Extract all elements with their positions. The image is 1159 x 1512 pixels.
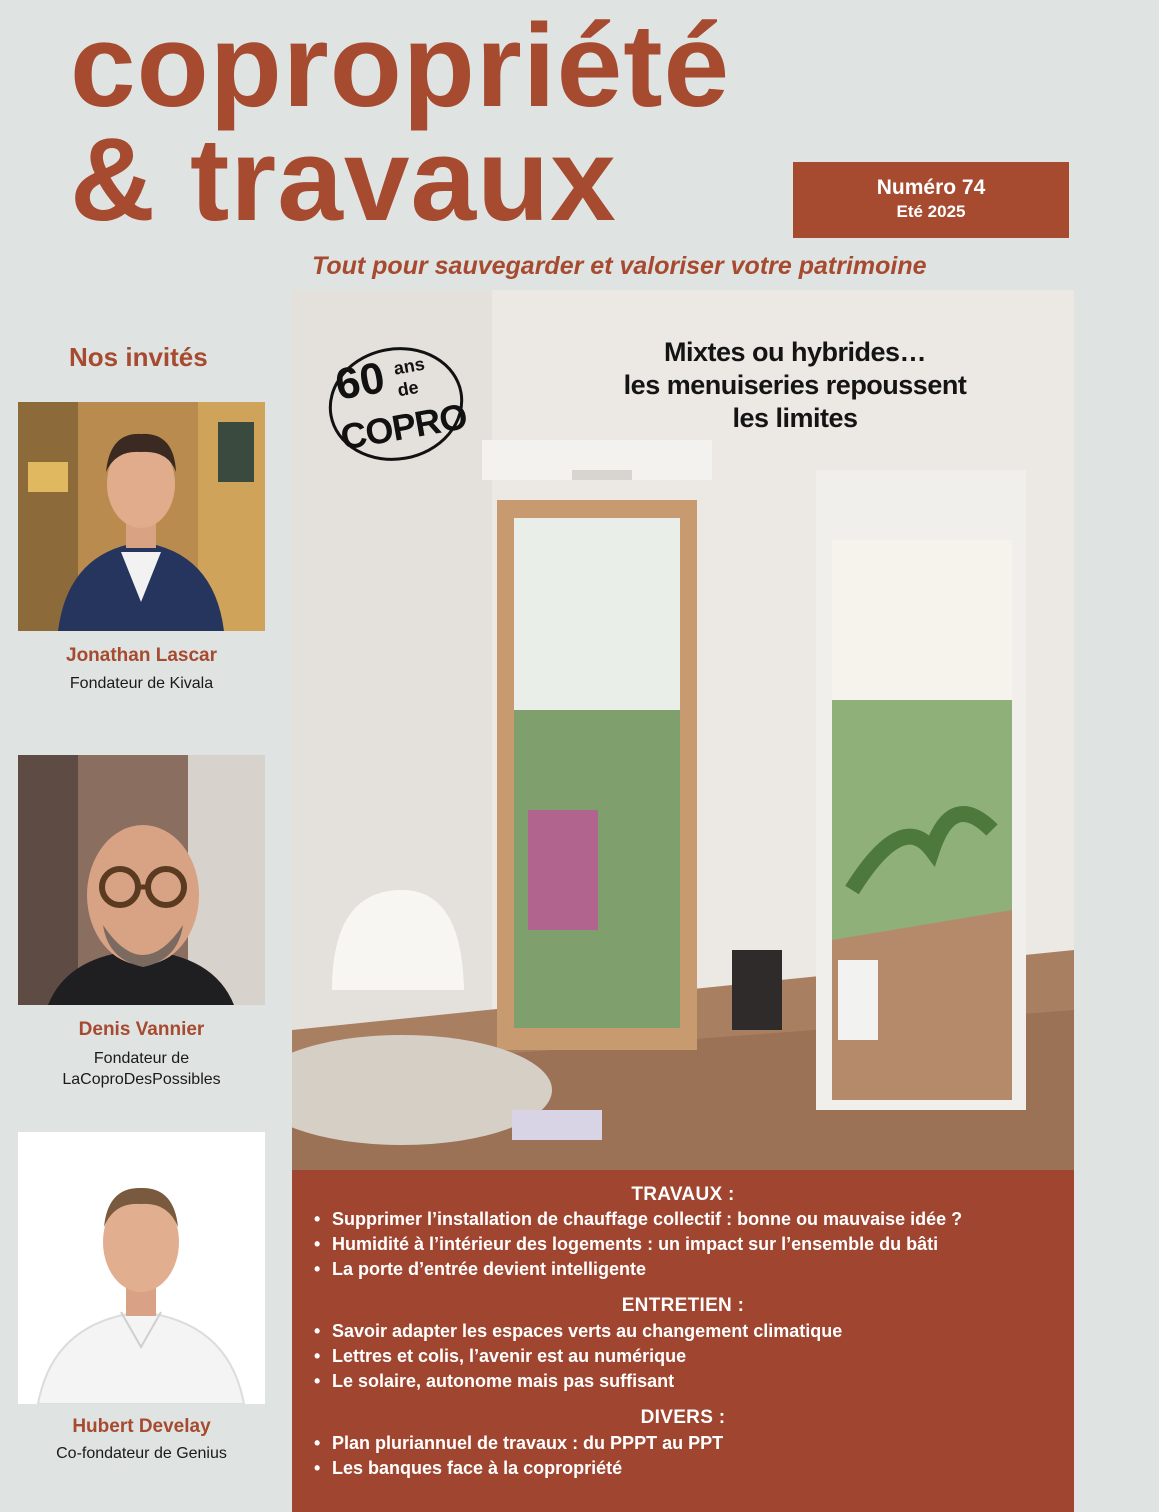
list-item bbox=[314, 1234, 1064, 1255]
bullet: • bbox=[314, 1458, 321, 1478]
section-title-divers: DIVERS : bbox=[640, 1407, 726, 1428]
guest-role: LaCoproDesPossibles bbox=[62, 1071, 221, 1088]
issue-badge bbox=[793, 162, 1069, 238]
list-item bbox=[314, 1458, 1064, 1479]
bullet: • bbox=[314, 1433, 321, 1453]
section-title-entretien: ENTRETIEN : bbox=[621, 1295, 745, 1316]
bullet: • bbox=[314, 1259, 321, 1279]
bullet: • bbox=[314, 1321, 321, 1341]
tagline: Tout pour sauvegarder et valoriser votre patrimoine bbox=[312, 252, 927, 280]
stamp-copro: COPRO bbox=[337, 395, 470, 458]
guest-role: Fondateur de bbox=[93, 1050, 190, 1067]
list-item-text: Lettres et colis, l’avenir est au numérique bbox=[332, 1346, 687, 1366]
bullet: • bbox=[314, 1346, 321, 1366]
list-item-text: Savoir adapter les espaces verts au changement climatique bbox=[332, 1321, 843, 1341]
stamp-ans: ans bbox=[392, 353, 427, 379]
guest-photo-denis-vannier bbox=[18, 755, 265, 1005]
stamp-de: de bbox=[395, 377, 421, 401]
list-item-text: Les banques face à la copropriété bbox=[332, 1458, 623, 1478]
guest-role: Fondateur de Kivala bbox=[69, 675, 214, 692]
issue-season: Eté 2025 bbox=[896, 202, 966, 221]
contents-box bbox=[292, 1170, 1074, 1512]
guest-name: Jonathan Lascar bbox=[66, 645, 217, 666]
cover-headline-line1: Mixtes ou hybrides… bbox=[663, 337, 927, 367]
list-item bbox=[314, 1259, 1064, 1280]
section-title-travaux: TRAVAUX : bbox=[631, 1184, 735, 1205]
guest-name: Denis Vannier bbox=[78, 1019, 205, 1040]
cover-headline bbox=[560, 336, 1030, 435]
list-item bbox=[314, 1321, 1064, 1342]
guest-name: Hubert Develay bbox=[72, 1416, 211, 1437]
guest-role: Co-fondateur de Genius bbox=[56, 1445, 227, 1462]
magazine-title-line1: copropriété bbox=[70, 0, 731, 132]
anniversary-stamp bbox=[317, 334, 475, 475]
list-item bbox=[314, 1433, 1064, 1454]
stamp-number: 60 bbox=[331, 353, 389, 410]
bullet: • bbox=[314, 1234, 321, 1254]
list-item bbox=[314, 1371, 1064, 1392]
list-item bbox=[314, 1346, 1064, 1367]
list-item-text: Plan pluriannuel de travaux : du PPPT au PPT bbox=[332, 1433, 724, 1453]
list-item-text: Le solaire, autonome mais pas suffisant bbox=[332, 1371, 675, 1391]
guest-photo-jonathan-lascar bbox=[18, 402, 265, 631]
guest-photo-hubert-develay bbox=[18, 1132, 265, 1404]
list-item-text: Supprimer l’installation de chauffage collectif : bonne ou mauvaise idée ? bbox=[332, 1209, 963, 1229]
guests-heading: Nos invités bbox=[69, 342, 208, 372]
list-item bbox=[314, 1209, 1064, 1230]
bullet: • bbox=[314, 1371, 321, 1391]
cover-headline-line3: les limites bbox=[732, 403, 858, 433]
list-item-text: Humidité à l’intérieur des logements : un impact sur l’ensemble du bâti bbox=[332, 1234, 939, 1254]
list-item-text: La porte d’entrée devient intelligente bbox=[332, 1259, 647, 1279]
magazine-title-line2: & travaux bbox=[70, 114, 617, 246]
bullet: • bbox=[314, 1209, 321, 1229]
cover-headline-line2: les menuiseries repoussent bbox=[623, 370, 967, 400]
issue-number: Numéro 74 bbox=[876, 176, 986, 199]
